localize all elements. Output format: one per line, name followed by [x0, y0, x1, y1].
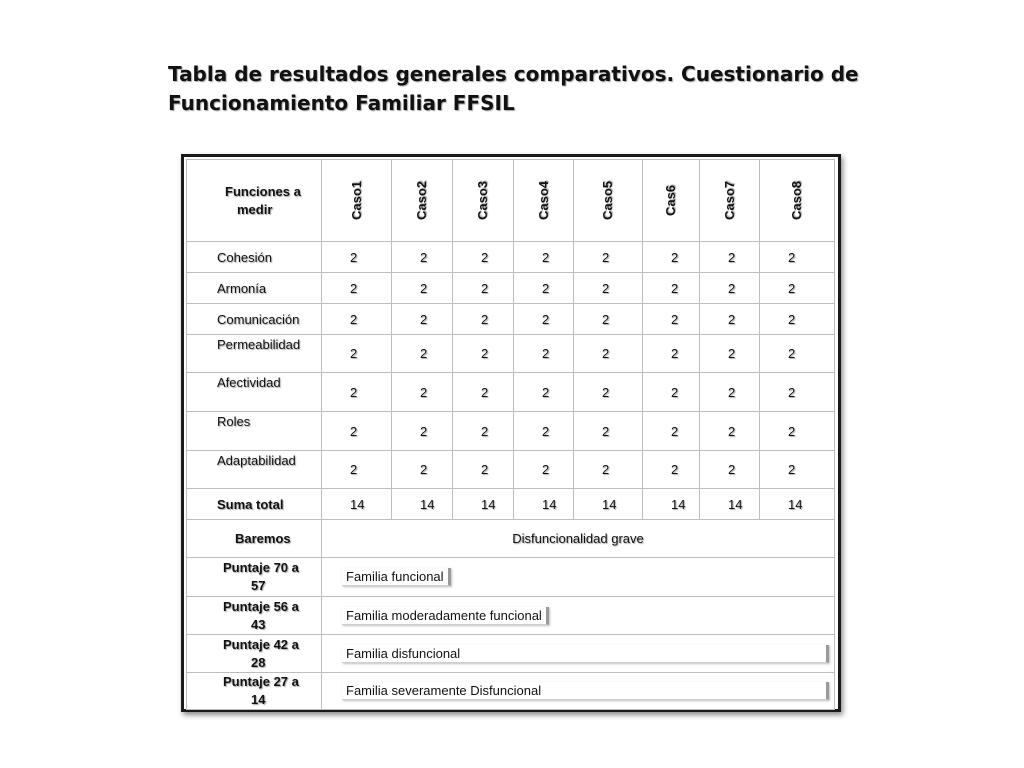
value-cell: 2 — [643, 373, 700, 412]
value-cell: 2 — [700, 335, 760, 373]
total-label: Suma total — [187, 489, 322, 520]
value-cell: 2 — [574, 304, 643, 335]
functions-header-line1: Funciones a — [225, 183, 301, 199]
value-cell: 2 — [700, 373, 760, 412]
total-cell: 14 — [643, 489, 700, 520]
value-cell: 2 — [700, 242, 760, 273]
case-header-7 — [700, 160, 760, 242]
case-header-label: Caso1 — [349, 180, 364, 221]
baremos-label: Baremos — [187, 520, 322, 558]
value-cell: 2 — [453, 242, 514, 273]
value-cell: 2 — [322, 373, 392, 412]
baremos-result: Disfuncionalidad grave — [322, 520, 835, 558]
case-header-label: Caso2 — [414, 180, 430, 221]
score-row — [187, 597, 835, 635]
functions-header-line2: medir — [237, 201, 273, 217]
value-cell: 2 — [514, 242, 574, 273]
value-cell: 2 — [700, 273, 760, 304]
value-cell: 2 — [760, 451, 835, 489]
value-cell: 2 — [322, 304, 392, 335]
total-cell: 14 — [453, 489, 514, 520]
value-cell: 2 — [514, 451, 574, 489]
case-header-6 — [643, 160, 700, 242]
score-range — [187, 635, 322, 673]
page-title: Tabla de resultados generales comparativos. Cuestionario de Funcionamiento Familiar FFSIL — [168, 62, 859, 115]
score-range-line2: 14 — [251, 692, 266, 707]
score-category-cell — [322, 558, 835, 597]
header-row — [187, 160, 835, 242]
value-cell: 2 — [643, 273, 700, 304]
case-header-8 — [760, 160, 835, 242]
case-header-2 — [392, 160, 453, 242]
table-row — [187, 304, 835, 335]
value-cell: 2 — [574, 335, 643, 373]
table-row — [187, 451, 835, 489]
case-header-4 — [514, 160, 574, 242]
function-label: Cohesión — [187, 242, 322, 273]
function-label: Roles — [187, 412, 322, 451]
score-category: Familia severamente Disfuncional — [342, 682, 829, 700]
value-cell: 2 — [392, 304, 453, 335]
value-cell: 2 — [760, 373, 835, 412]
case-header-label: Caso3 — [475, 180, 491, 221]
total-cell: 14 — [760, 489, 835, 520]
function-label: Armonía — [187, 273, 322, 304]
value-cell: 2 — [453, 335, 514, 373]
score-range — [187, 597, 322, 635]
score-category: Familia moderadamente funcional — [342, 607, 549, 625]
case-header-label: Cas6 — [663, 184, 679, 217]
value-cell: 2 — [392, 373, 453, 412]
value-cell: 2 — [322, 335, 392, 373]
total-cell: 14 — [574, 489, 643, 520]
value-cell: 2 — [574, 242, 643, 273]
table-row — [187, 373, 835, 412]
case-header-3 — [453, 160, 514, 242]
value-cell: 2 — [760, 412, 835, 451]
functions-header — [187, 160, 322, 242]
score-category-cell — [322, 673, 835, 710]
score-range-line1: Puntaje 42 a — [223, 636, 299, 652]
case-header-label: Caso7 — [722, 180, 737, 221]
value-cell: 2 — [514, 373, 574, 412]
total-cell: 14 — [700, 489, 760, 520]
value-cell: 2 — [453, 304, 514, 335]
value-cell: 2 — [322, 242, 392, 273]
score-range-line2: 57 — [251, 578, 266, 593]
value-cell: 2 — [643, 242, 700, 273]
value-cell: 2 — [760, 335, 835, 373]
function-label: Afectividad — [187, 373, 322, 412]
table-row — [187, 335, 835, 373]
value-cell: 2 — [514, 304, 574, 335]
value-cell: 2 — [453, 451, 514, 489]
score-range — [187, 558, 322, 597]
total-cell: 14 — [514, 489, 574, 520]
function-label: Permeabilidad — [187, 335, 322, 373]
value-cell: 2 — [574, 451, 643, 489]
table-row — [187, 242, 835, 273]
score-category-cell — [322, 635, 835, 673]
value-cell: 2 — [643, 335, 700, 373]
value-cell: 2 — [322, 451, 392, 489]
baremos-row — [187, 520, 835, 558]
value-cell: 2 — [392, 335, 453, 373]
value-cell: 2 — [700, 451, 760, 489]
score-range-line2: 43 — [251, 616, 266, 632]
value-cell: 2 — [643, 304, 700, 335]
value-cell: 2 — [760, 242, 835, 273]
value-cell: 2 — [392, 451, 453, 489]
value-cell: 2 — [700, 412, 760, 451]
score-row — [187, 635, 835, 673]
value-cell: 2 — [514, 412, 574, 451]
score-range — [187, 673, 322, 710]
results-table — [186, 159, 835, 710]
total-cell: 14 — [322, 489, 392, 520]
value-cell: 2 — [392, 412, 453, 451]
case-header-label: Caso8 — [789, 180, 805, 221]
value-cell: 2 — [453, 373, 514, 412]
value-cell: 2 — [574, 412, 643, 451]
value-cell: 2 — [514, 335, 574, 373]
score-range-line1: Puntaje 70 a — [223, 560, 299, 575]
value-cell: 2 — [700, 304, 760, 335]
value-cell: 2 — [574, 373, 643, 412]
value-cell: 2 — [574, 273, 643, 304]
score-range-line1: Puntaje 56 a — [223, 598, 299, 614]
score-range-line2: 28 — [251, 654, 266, 670]
score-row — [187, 673, 835, 710]
value-cell: 2 — [760, 273, 835, 304]
value-cell: 2 — [643, 451, 700, 489]
value-cell: 2 — [392, 242, 453, 273]
value-cell: 2 — [453, 273, 514, 304]
function-label: Adaptabilidad — [187, 451, 322, 489]
value-cell: 2 — [453, 412, 514, 451]
score-category: Familia funcional — [342, 568, 451, 586]
value-cell: 2 — [643, 412, 700, 451]
score-row — [187, 558, 835, 597]
case-header-label: Caso4 — [536, 180, 551, 221]
value-cell: 2 — [514, 273, 574, 304]
function-label: Comunicación — [187, 304, 322, 335]
total-row — [187, 489, 835, 520]
value-cell: 2 — [392, 273, 453, 304]
table-row — [187, 412, 835, 451]
score-range-line1: Puntaje 27 a — [223, 674, 299, 689]
case-header-1 — [322, 160, 392, 242]
value-cell: 2 — [760, 304, 835, 335]
score-category: Familia disfuncional — [342, 645, 829, 663]
score-category-cell — [322, 597, 835, 635]
value-cell: 2 — [322, 412, 392, 451]
total-cell: 14 — [392, 489, 453, 520]
table-row — [187, 273, 835, 304]
case-header-label: Caso5 — [600, 180, 616, 221]
case-header-5 — [574, 160, 643, 242]
value-cell: 2 — [322, 273, 392, 304]
